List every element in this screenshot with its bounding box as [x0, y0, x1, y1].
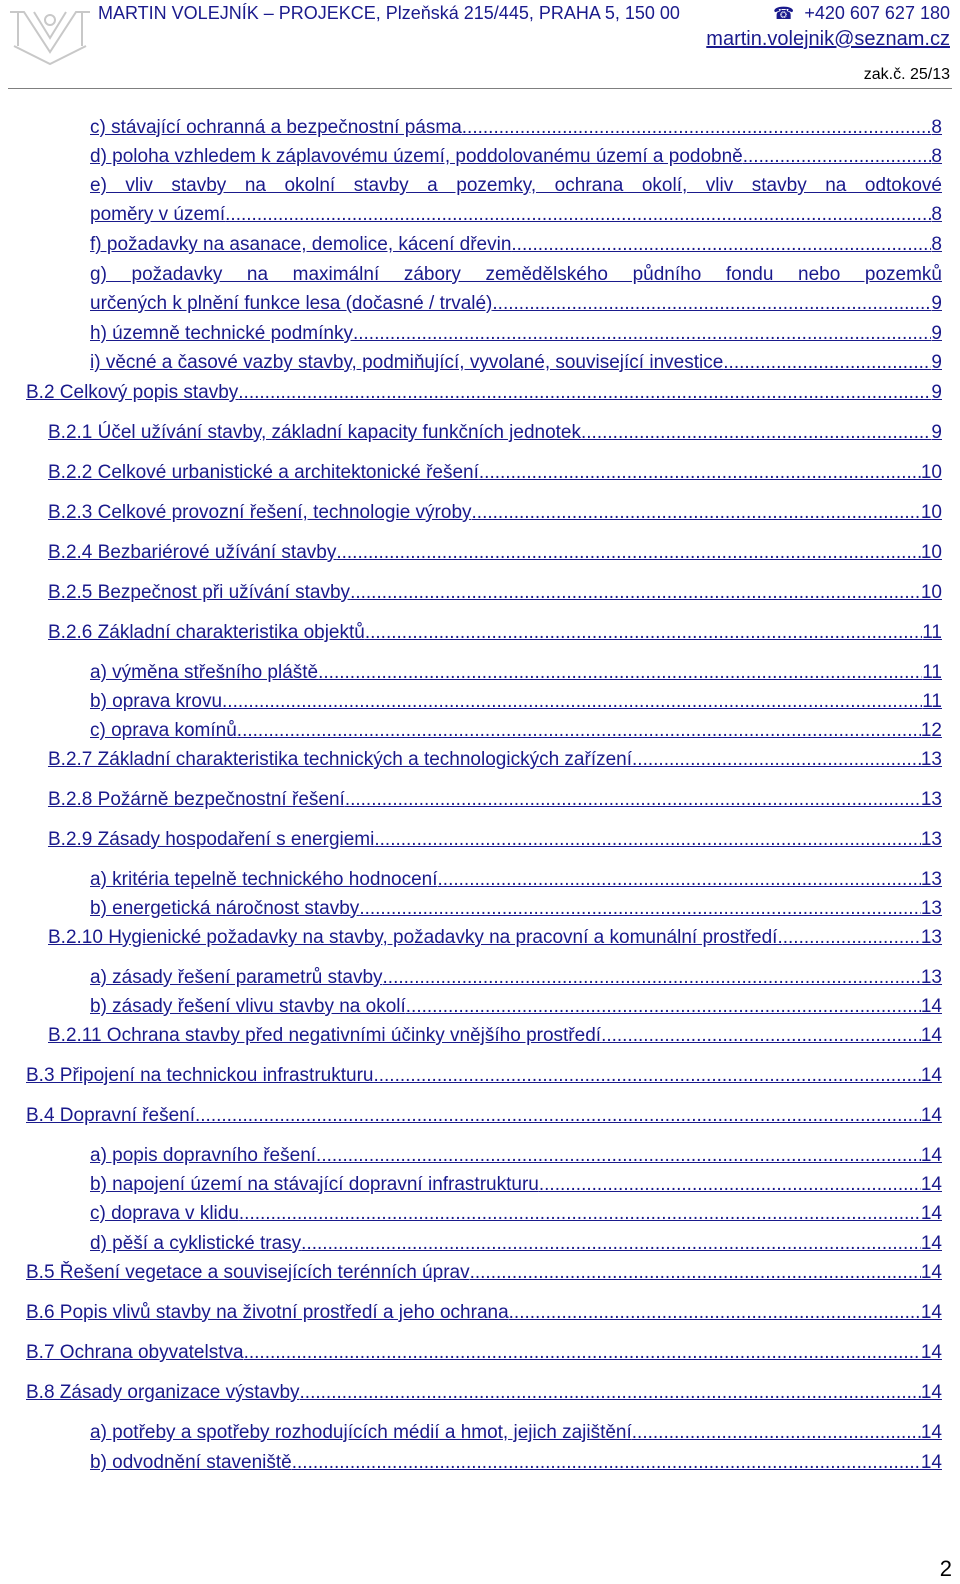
toc-entry[interactable]: B.2.5 Bezpečnost při užívání stavby ..... 10 — [48, 581, 942, 605]
toc-entry[interactable]: B.2.9 Zásady hospodaření s energiemi ..... 13 — [48, 828, 942, 852]
phone-icon: ☎ — [773, 4, 795, 23]
phone-number: +420 607 627 180 — [804, 3, 950, 23]
toc-entry[interactable]: b) napojení území na stávající dopravní infrastrukturu ..... 14 — [90, 1173, 942, 1197]
toc-entry[interactable]: B.2.1 Účel užívání stavby, základní kapacity funkčních jednotek ..... 9 — [48, 421, 942, 445]
toc-entry[interactable]: a) potřeby a spotřeby rozhodujících médií a hmot, jejich zajištění ..... 14 — [90, 1421, 942, 1445]
toc-entry[interactable]: B.2.4 Bezbariérové užívání stavby ..... 10 — [48, 541, 942, 565]
toc-entry[interactable]: a) výměna střešního pláště ..... 11 — [90, 661, 942, 685]
toc-entry[interactable]: f) požadavky na asanace, demolice, kácení dřevin ..... 8 — [90, 233, 942, 257]
toc-entry[interactable]: B.2.6 Základní charakteristika objektů ..... 11 — [48, 621, 942, 645]
toc-entry[interactable]: poměry v území ..... 8 — [90, 203, 942, 227]
toc-entry[interactable]: B.4 Dopravní řešení ..... 14 — [26, 1104, 942, 1128]
toc-entry[interactable]: b) odvodnění staveniště ..... 14 — [90, 1451, 942, 1475]
toc-entry[interactable]: c) oprava komínů ..... 12 — [90, 719, 942, 743]
toc-entry[interactable]: B.2.7 Základní charakteristika technických a technologických zařízení ..... 13 — [48, 748, 942, 772]
toc-entry[interactable]: B.2 Celkový popis stavby ..... 9 — [26, 381, 942, 405]
toc-entry[interactable]: b) zásady řešení vlivu stavby na okolí ..... 14 — [90, 995, 942, 1019]
toc-entry[interactable]: b) energetická náročnost stavby ..... 13 — [90, 897, 942, 921]
toc-entry[interactable]: určených k plnění funkce lesa (dočasné / trvalé) ..... 9 — [90, 292, 942, 316]
toc-entry[interactable]: a) popis dopravního řešení ..... 14 — [90, 1144, 942, 1168]
toc-entry[interactable]: B.2.10 Hygienické požadavky na stavby, požadavky na pracovní a komunální prostředí. ..... 13 — [48, 926, 942, 950]
toc-entry[interactable]: B.2.3 Celkové provozní řešení, technologie výroby ..... 10 — [48, 501, 942, 525]
toc-entry[interactable]: c) doprava v klidu ..... 14 — [90, 1202, 942, 1226]
order-number: zak.č. 25/13 — [863, 66, 950, 83]
toc-entry[interactable]: a) zásady řešení parametrů stavby ..... 13 — [90, 966, 942, 990]
company-info: MARTIN VOLEJNÍK – PROJEKCE, Plzeňská 215/445, PRAHA 5, 150 00 — [98, 3, 680, 23]
toc-entry[interactable]: d) pěší a cyklistické trasy ..... 14 — [90, 1232, 942, 1256]
toc-entry[interactable]: B.2.2 Celkové urbanistické a architektonické řešení ..... 10 — [48, 461, 942, 485]
toc-entry[interactable]: B.7 Ochrana obyvatelstva ..... 14 — [26, 1341, 942, 1365]
toc-entry[interactable]: c) stávající ochranná a bezpečnostní pásma ..... 8 — [90, 116, 942, 140]
toc-entry[interactable]: B.6 Popis vlivů stavby na životní prostředí a jeho ochrana ..... 14 — [26, 1301, 942, 1325]
toc-entry[interactable]: a) kritéria tepelně technického hodnocení ..... 13 — [90, 868, 942, 892]
toc-entry[interactable]: b) oprava krovu ..... 11 — [90, 690, 942, 714]
toc-entry[interactable]: d) poloha vzhledem k záplavovému území, poddolovanému území a podobně ..... 8 — [90, 145, 942, 169]
page-number: 2 — [939, 1556, 952, 1581]
toc-entry[interactable]: B.8 Zásady organizace výstavby ..... 14 — [26, 1381, 942, 1405]
toc-entry[interactable]: B.2.11 Ochrana stavby před negativními účinky vnějšího prostředí ..... 14 — [48, 1024, 942, 1048]
toc-entry[interactable]: B.2.8 Požárně bezpečnostní řešení ..... 13 — [48, 788, 942, 812]
email-link[interactable]: martin.volejnik@seznam.cz — [706, 28, 950, 50]
toc-entry[interactable]: B.5 Řešení vegetace a souvisejících terénních úprav ..... 14 — [26, 1261, 942, 1285]
toc-entry[interactable]: i) věcné a časové vazby stavby, podmiňující, vyvolané, související investice ..... 9 — [90, 351, 942, 375]
toc-entry-wrapped[interactable]: e) vliv stavby na okolní stavby a pozemky, ochrana okolí, vliv stavby na odtokové — [90, 175, 942, 196]
toc-entry[interactable]: B.3 Připojení na technickou infrastrukturu ..... 14 — [26, 1064, 942, 1088]
toc-entry[interactable]: h) územně technické podmínky ..... 9 — [90, 322, 942, 346]
toc-entry-wrapped[interactable]: g) požadavky na maximální zábory zemědělského půdního fondu nebo pozemků — [90, 264, 942, 285]
